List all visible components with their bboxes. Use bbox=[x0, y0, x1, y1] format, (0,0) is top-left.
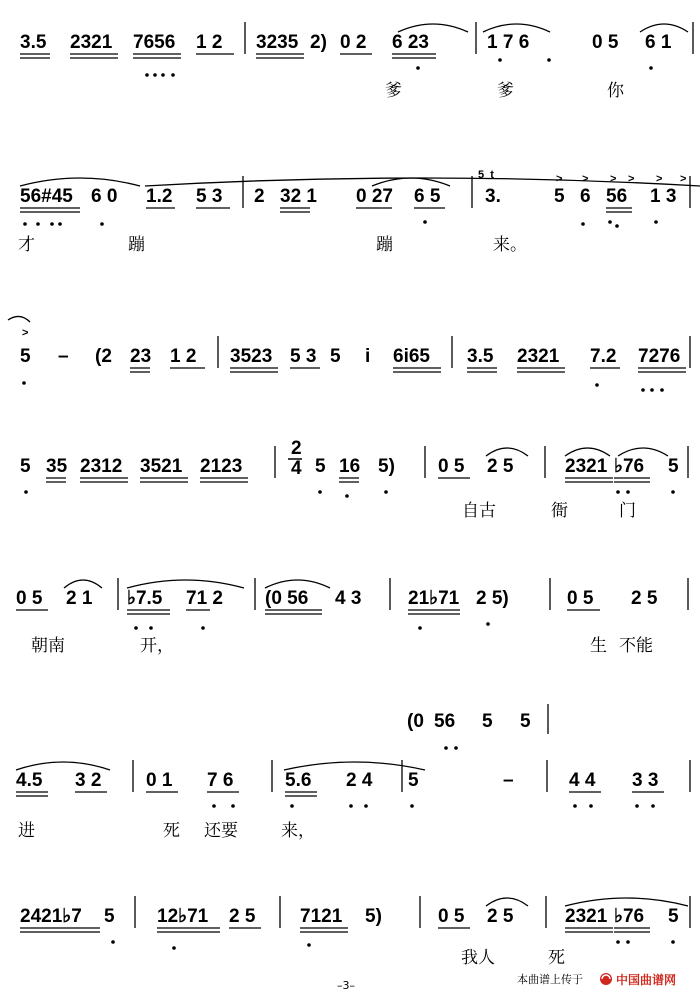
octave-dot bbox=[608, 220, 612, 224]
note-group: 2321 bbox=[517, 346, 560, 367]
octave-dot bbox=[615, 224, 619, 228]
slur-arc bbox=[486, 898, 528, 906]
note-group: 0 2 bbox=[340, 32, 367, 53]
lyric-text: 死 bbox=[548, 948, 565, 968]
lyric-text: 你 bbox=[607, 81, 624, 101]
lyric-text: 进 bbox=[18, 821, 35, 841]
note-group: (2 bbox=[95, 346, 112, 367]
octave-dot bbox=[212, 804, 216, 808]
note-group: 0 27 bbox=[356, 186, 393, 207]
note-group: 3.5 bbox=[467, 346, 494, 367]
octave-dot bbox=[22, 381, 26, 385]
note-group: ♭76 bbox=[614, 456, 645, 477]
octave-dot bbox=[318, 490, 322, 494]
time-signature-top: 2 bbox=[291, 438, 302, 459]
note-group: 56 bbox=[606, 186, 628, 207]
accent-mark: > bbox=[582, 173, 589, 185]
note-group: 0 5 bbox=[567, 588, 594, 609]
octave-dot bbox=[23, 222, 27, 226]
lyric-text: 自古 bbox=[462, 501, 496, 521]
slur-arc bbox=[483, 24, 550, 32]
octave-dot bbox=[58, 222, 62, 226]
octave-dot bbox=[616, 490, 620, 494]
octave-dot bbox=[410, 804, 414, 808]
octave-dot bbox=[145, 73, 149, 77]
note-group: (0 56 bbox=[265, 588, 309, 609]
octave-dot bbox=[345, 494, 349, 498]
lyric-text: 爹 bbox=[497, 81, 514, 101]
slur-arc bbox=[20, 178, 140, 186]
grace-note: 5 t bbox=[478, 169, 494, 181]
accent-mark: > bbox=[556, 173, 563, 185]
slur-arc bbox=[265, 580, 330, 588]
octave-dot bbox=[454, 746, 458, 750]
lyric-text: 不能 bbox=[619, 636, 653, 656]
note-group: 2 4 bbox=[346, 770, 373, 791]
note-group: 2421♭7 bbox=[20, 906, 82, 927]
lyric-text: 衙 bbox=[551, 501, 568, 521]
accent-mark: > bbox=[656, 173, 663, 185]
time-signature-bottom: 4 bbox=[291, 458, 302, 479]
note-group: 35 bbox=[46, 456, 68, 477]
note-group: 5 bbox=[104, 906, 115, 927]
alternate-note: (0 bbox=[407, 711, 424, 732]
lyric-text: 来。 bbox=[493, 235, 527, 255]
lyric-text: 生 bbox=[590, 636, 607, 656]
lyric-text: 死 bbox=[163, 821, 180, 841]
note-group: 6 1 bbox=[645, 32, 672, 53]
note-group: 2 5 bbox=[487, 456, 514, 477]
note-group: 5 bbox=[20, 456, 31, 477]
lyric-text: 我人 bbox=[461, 948, 495, 968]
note-group: – bbox=[58, 346, 69, 367]
slur-arc bbox=[640, 24, 688, 32]
octave-dot bbox=[50, 222, 54, 226]
note-group: 1.2 bbox=[146, 186, 173, 207]
slur-arc bbox=[398, 24, 468, 32]
octave-dot bbox=[444, 746, 448, 750]
accent-mark: > bbox=[628, 173, 635, 185]
note-group: i bbox=[365, 346, 371, 367]
note-group: 2 1 bbox=[66, 588, 93, 609]
note-group: – bbox=[503, 770, 514, 791]
notation-lines bbox=[8, 22, 700, 950]
lyric-text: 来， bbox=[281, 821, 315, 841]
octave-dot bbox=[589, 804, 593, 808]
octave-dot bbox=[149, 626, 153, 630]
octave-dot bbox=[641, 388, 645, 392]
octave-dot bbox=[24, 490, 28, 494]
note-group: 32 1 bbox=[280, 186, 317, 207]
alternate-note: 56 bbox=[434, 711, 456, 732]
accent-mark: > bbox=[610, 173, 617, 185]
note-group: 1 2 bbox=[170, 346, 197, 367]
note-group: 5 bbox=[330, 346, 341, 367]
note-group: 16 bbox=[339, 456, 361, 477]
slur-arc bbox=[8, 316, 30, 322]
note-group: 2 5 bbox=[229, 906, 256, 927]
alternate-note: 5 bbox=[520, 711, 531, 732]
note-group: 7656 bbox=[133, 32, 176, 53]
note-group: 1 7 6 bbox=[487, 32, 530, 53]
note-group: 5) bbox=[365, 906, 382, 927]
note-group: 6 bbox=[580, 186, 591, 207]
accent-mark: > bbox=[22, 327, 29, 339]
slur-arc bbox=[127, 580, 244, 588]
octave-dot bbox=[418, 626, 422, 630]
octave-dot bbox=[161, 73, 165, 77]
note-group: 2) bbox=[310, 32, 327, 53]
lyric-text: 还要 bbox=[204, 821, 238, 841]
note-group: 3 2 bbox=[75, 770, 102, 791]
note-group: 2321 bbox=[70, 32, 113, 53]
lyric-text: 朝南 bbox=[31, 636, 65, 656]
note-group: 3523 bbox=[230, 346, 273, 367]
note-group: 5 bbox=[668, 906, 679, 927]
alternate-note: 5 bbox=[482, 711, 493, 732]
octave-dot bbox=[626, 490, 630, 494]
note-group: 0 5 bbox=[438, 906, 465, 927]
octave-dot bbox=[307, 943, 311, 947]
note-group: 2 5 bbox=[487, 906, 514, 927]
slur-arc bbox=[372, 178, 450, 186]
accent-mark: > bbox=[680, 173, 687, 185]
note-group: ♭76 bbox=[614, 906, 645, 927]
lyric-text: 蹦 bbox=[128, 235, 145, 255]
upload-note: 本曲谱上传于 bbox=[517, 973, 583, 986]
note-group: 6 0 bbox=[91, 186, 118, 207]
note-group: 7.2 bbox=[590, 346, 617, 367]
note-group: 3 3 bbox=[632, 770, 659, 791]
slur-arc bbox=[565, 448, 610, 456]
note-group: 4 3 bbox=[335, 588, 362, 609]
octave-dot bbox=[384, 490, 388, 494]
note-group: 6 23 bbox=[392, 32, 429, 53]
note-group: 5) bbox=[378, 456, 395, 477]
octave-dot bbox=[349, 804, 353, 808]
slur-arc bbox=[618, 448, 668, 456]
note-group: 7121 bbox=[300, 906, 343, 927]
note-group: 23 bbox=[130, 346, 152, 367]
octave-dot bbox=[547, 58, 551, 62]
octave-dot bbox=[416, 66, 420, 70]
note-group: 6i65 bbox=[393, 346, 430, 367]
octave-dot bbox=[660, 388, 664, 392]
octave-dot bbox=[423, 220, 427, 224]
note-group: 3. bbox=[485, 186, 501, 207]
note-group: 5 bbox=[554, 186, 565, 207]
note-group: 1 2 bbox=[196, 32, 223, 53]
lyric-text: 爹 bbox=[385, 81, 402, 101]
note-group: 5 bbox=[668, 456, 679, 477]
note-group: 5 3 bbox=[196, 186, 223, 207]
note-layer bbox=[16, 32, 686, 927]
octave-dot bbox=[573, 804, 577, 808]
octave-dot bbox=[616, 940, 620, 944]
octave-dot bbox=[171, 73, 175, 77]
octave-dot bbox=[651, 804, 655, 808]
octave-dot bbox=[36, 222, 40, 226]
note-group: 7 6 bbox=[207, 770, 234, 791]
page-number: –3– bbox=[337, 979, 355, 992]
note-group: 12♭71 bbox=[157, 906, 209, 927]
note-group: 5 bbox=[408, 770, 419, 791]
note-group: ♭7.5 bbox=[127, 588, 163, 609]
slur-arc bbox=[565, 898, 688, 906]
note-group: 2123 bbox=[200, 456, 243, 477]
octave-dot bbox=[201, 626, 205, 630]
note-group: 56#45 bbox=[20, 186, 73, 207]
note-group: 5 3 bbox=[290, 346, 317, 367]
site-logo-icon bbox=[600, 973, 612, 985]
octave-dot bbox=[581, 222, 585, 226]
octave-dot bbox=[486, 622, 490, 626]
lyric-text: 门 bbox=[619, 501, 636, 521]
note-group: 2321 bbox=[565, 906, 608, 927]
note-group: 5 bbox=[315, 456, 326, 477]
lyric-text: 才 bbox=[18, 235, 35, 255]
octave-dot bbox=[595, 383, 599, 387]
slur-arc bbox=[284, 762, 425, 770]
octave-dot bbox=[626, 940, 630, 944]
note-group: 4.5 bbox=[16, 770, 43, 791]
note-group: 21♭71 bbox=[408, 588, 460, 609]
octave-dot bbox=[134, 626, 138, 630]
note-group: 6 5 bbox=[414, 186, 441, 207]
note-group: 0 1 bbox=[146, 770, 173, 791]
octave-dot bbox=[100, 222, 104, 226]
slur-arc bbox=[486, 448, 528, 456]
note-group: 1 3 bbox=[650, 186, 677, 207]
octave-dot bbox=[111, 940, 115, 944]
note-group: 5 bbox=[20, 346, 31, 367]
note-group: 0 5 bbox=[16, 588, 43, 609]
octave-dot bbox=[671, 490, 675, 494]
note-group: 0 5 bbox=[438, 456, 465, 477]
octave-dot bbox=[153, 73, 157, 77]
octave-dot bbox=[654, 220, 658, 224]
note-group: 3521 bbox=[140, 456, 183, 477]
octave-dot bbox=[290, 804, 294, 808]
octave-dot bbox=[650, 388, 654, 392]
note-group: 2 bbox=[254, 186, 265, 207]
octave-dot bbox=[649, 66, 653, 70]
slur-arc bbox=[16, 762, 110, 770]
note-group: 2 5 bbox=[631, 588, 658, 609]
note-group: 2321 bbox=[565, 456, 608, 477]
octave-dot bbox=[231, 804, 235, 808]
lyric-text: 蹦 bbox=[376, 235, 393, 255]
octave-dot bbox=[635, 804, 639, 808]
note-group: 2 5) bbox=[476, 588, 509, 609]
note-group: 4 4 bbox=[569, 770, 596, 791]
note-group: 71 2 bbox=[186, 588, 223, 609]
note-group: 2312 bbox=[80, 456, 123, 477]
note-group: 3235 bbox=[256, 32, 299, 53]
lyric-text: 开， bbox=[140, 636, 174, 656]
site-name: 中国曲谱网 bbox=[616, 973, 677, 987]
slur-arc bbox=[64, 580, 102, 588]
octave-dot bbox=[671, 940, 675, 944]
note-group: 0 5 bbox=[592, 32, 619, 53]
octave-dot bbox=[498, 58, 502, 62]
octave-dot bbox=[364, 804, 368, 808]
note-group: 5.6 bbox=[285, 770, 312, 791]
note-group: 7276 bbox=[638, 346, 681, 367]
octave-dot bbox=[172, 946, 176, 950]
note-group: 3.5 bbox=[20, 32, 47, 53]
lyric-layer bbox=[18, 81, 653, 968]
